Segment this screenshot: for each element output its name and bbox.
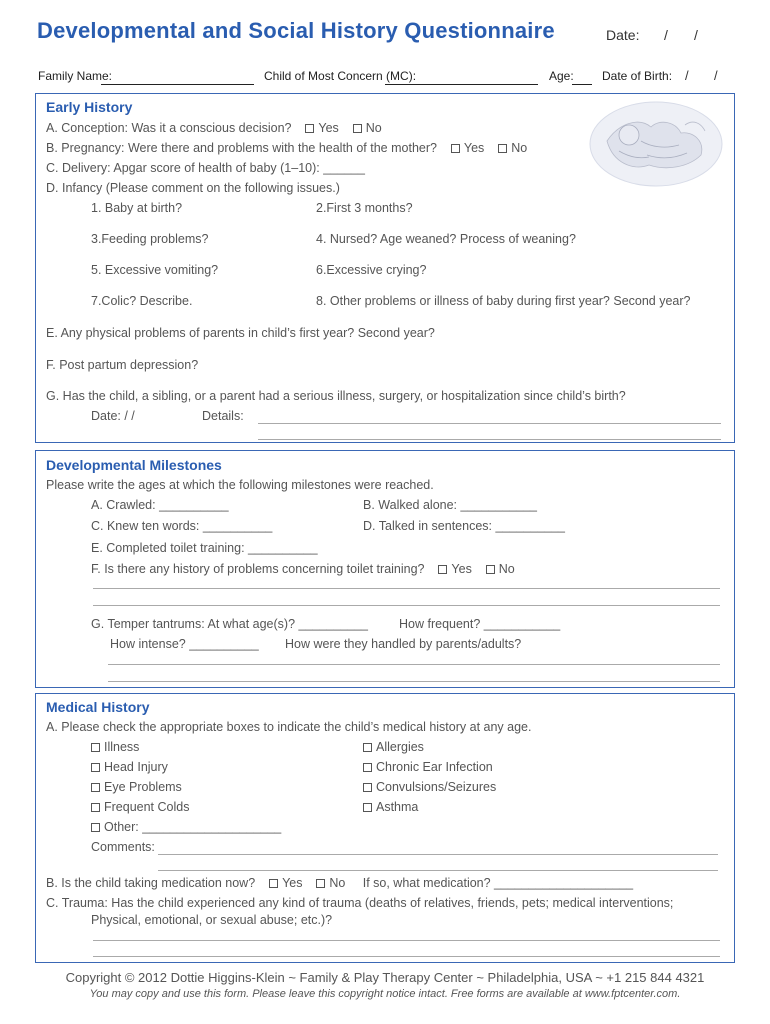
family-name-label: Family Name:: [38, 69, 113, 83]
question-d3: 3.Feeding problems?: [91, 232, 209, 246]
medical-item-label: Other: ____________________: [104, 820, 282, 834]
medical-item-label: Convulsions/Seizures: [376, 780, 497, 794]
question-e: E. Any physical problems of parents in child’s first year? Second year?: [46, 326, 435, 340]
checkbox-icon[interactable]: [91, 803, 100, 812]
medical-item-ear-infection: [363, 760, 493, 774]
medical-item-label: Allergies: [376, 740, 424, 754]
checkbox-icon[interactable]: [269, 879, 278, 888]
answer-line[interactable]: [108, 681, 720, 682]
medical-item-label: Chronic Ear Infection: [376, 760, 493, 774]
milestone-g-age: G. Temper tantrums: At what age(s)? __________: [91, 617, 369, 631]
milestones-title: Developmental Milestones: [46, 457, 222, 473]
question-b-text: B. Pregnancy: Were there and problems with the health of the mother?: [46, 141, 437, 155]
yes-label: Yes: [282, 876, 303, 890]
medical-item-frequent-colds: [91, 800, 189, 814]
milestone-a: A. Crawled: __________: [91, 498, 229, 512]
medical-question-a: A. Please check the appropriate boxes to indicate the child’s medical history at any age.: [46, 720, 532, 734]
medical-question-c-cont: Physical, emotional, or sexual abuse; etc.)?: [91, 913, 333, 927]
medical-item-label: Asthma: [376, 800, 419, 814]
answer-line[interactable]: [93, 956, 720, 957]
no-label: No: [498, 562, 515, 576]
date-slash: /: [664, 27, 668, 43]
copyright-notice: You may copy and use this form. Please leave this copyright notice intact. Free forms are available at www.fptcenter.com.: [89, 988, 681, 1000]
question-d2: 2.First 3 months?: [316, 201, 413, 215]
question-a-text: A. Conception: Was it a conscious decision?: [46, 121, 292, 135]
checkbox-icon[interactable]: [91, 783, 100, 792]
answer-line[interactable]: [93, 588, 720, 589]
answer-line[interactable]: [158, 870, 718, 871]
dob-label: Date of Birth:: [602, 69, 673, 83]
medical-question-b: [46, 876, 633, 890]
medical-item-illness: [91, 740, 139, 754]
question-d7: 7.Colic? Describe.: [91, 294, 193, 308]
medication-label: If so, what medication? ____________________: [362, 876, 634, 890]
milestone-f-text: F. Is there any history of problems concerning toilet training?: [91, 562, 425, 576]
milestones-intro: Please write the ages at which the following milestones were reached.: [46, 478, 434, 492]
medical-item-head-injury: [91, 760, 168, 774]
medical-item-eye-problems: [91, 780, 182, 794]
family-name-field[interactable]: [101, 84, 254, 85]
question-g: G. Has the child, a sibling, or a parent had a serious illness, surgery, or hospitalization since child’s birth?: [46, 389, 626, 403]
checkbox-icon[interactable]: [363, 783, 372, 792]
dob-slash: /: [714, 68, 718, 83]
answer-line[interactable]: [108, 664, 720, 665]
child-label: Child of Most Concern (MC):: [264, 69, 417, 83]
milestone-g-intensity: How intense? __________: [110, 637, 259, 651]
medical-item-seizures: [363, 780, 496, 794]
question-d: D. Infancy (Please comment on the following issues.): [46, 181, 340, 195]
medical-item-label: Illness: [104, 740, 140, 754]
page-title: Developmental and Social History Questionnaire: [37, 18, 555, 43]
milestone-f: [91, 562, 515, 576]
no-label: No: [329, 876, 346, 890]
checkbox-icon[interactable]: [353, 124, 362, 133]
medical-item-label: Eye Problems: [104, 780, 182, 794]
date-label: Date:: [606, 27, 640, 43]
child-field[interactable]: [385, 84, 538, 85]
answer-line[interactable]: [93, 940, 720, 941]
copyright-line: Copyright © 2012 Dottie Higgins-Klein ~ Family & Play Therapy Center ~ Philadelphia, USA ~ +1 215 844 4321: [65, 970, 705, 985]
question-d1: 1. Baby at birth?: [91, 201, 183, 215]
question-g-date: Date: / /: [91, 409, 135, 423]
checkbox-icon[interactable]: [363, 763, 372, 772]
question-d6: 6.Excessive crying?: [316, 263, 427, 277]
milestone-g-frequency: How frequent? ___________: [399, 617, 561, 631]
milestone-c: C. Knew ten words: __________: [91, 519, 273, 533]
answer-line[interactable]: [258, 439, 721, 440]
checkbox-icon[interactable]: [91, 763, 100, 772]
checkbox-icon[interactable]: [91, 743, 100, 752]
medical-item-label: Head Injury: [104, 760, 168, 774]
checkbox-icon[interactable]: [316, 879, 325, 888]
medical-item-allergies: [363, 740, 424, 754]
yes-label: Yes: [318, 121, 339, 135]
checkbox-icon[interactable]: [498, 144, 507, 153]
milestone-g-handled: How were they handled by parents/adults?: [285, 637, 522, 651]
medical-item-asthma: [363, 800, 418, 814]
medical-item-label: Frequent Colds: [104, 800, 190, 814]
checkbox-icon[interactable]: [363, 803, 372, 812]
question-g-details-label: Details:: [202, 409, 244, 423]
dob-slash: /: [685, 68, 689, 83]
answer-line[interactable]: [158, 854, 718, 855]
medical-title: Medical History: [46, 699, 150, 715]
question-d5: 5. Excessive vomiting?: [91, 263, 219, 277]
checkbox-icon[interactable]: [486, 565, 495, 574]
medical-section: [35, 693, 735, 963]
answer-line[interactable]: [93, 605, 720, 606]
baby-illustration-icon: [589, 101, 723, 187]
checkbox-icon[interactable]: [438, 565, 447, 574]
question-c: C. Delivery: Apgar score of health of baby (1–10): ______: [46, 161, 365, 175]
no-label: No: [365, 121, 382, 135]
medical-question-c: C. Trauma: Has the child experienced any kind of trauma (deaths of relatives, friends, pets; medical interventions;: [46, 896, 674, 910]
milestones-section: [35, 450, 735, 688]
milestone-b: B. Walked alone: ___________: [363, 498, 537, 512]
question-b: [46, 141, 527, 155]
date-slash: /: [694, 27, 698, 43]
medical-question-b-text: B. Is the child taking medication now?: [46, 876, 256, 890]
checkbox-icon[interactable]: [91, 823, 100, 832]
question-d4: 4. Nursed? Age weaned? Process of weaning?: [316, 232, 576, 246]
question-f: F. Post partum depression?: [46, 358, 199, 372]
milestone-d: D. Talked in sentences: __________: [363, 519, 566, 533]
checkbox-icon[interactable]: [305, 124, 314, 133]
early-history-title: Early History: [46, 99, 133, 115]
medical-item-other: [91, 820, 281, 834]
yes-label: Yes: [463, 141, 485, 155]
checkbox-icon[interactable]: [363, 743, 372, 752]
question-a: [46, 121, 382, 135]
milestone-e: E. Completed toilet training: __________: [91, 541, 318, 555]
no-label: No: [511, 141, 528, 155]
answer-line[interactable]: [258, 423, 721, 424]
yes-label: Yes: [451, 562, 472, 576]
comments-label: Comments:: [91, 840, 155, 854]
question-d8: 8. Other problems or illness of baby during first year? Second year?: [316, 294, 691, 308]
early-history-section: [35, 93, 735, 443]
age-field[interactable]: [572, 84, 592, 85]
age-label: Age:: [549, 69, 574, 83]
checkbox-icon[interactable]: [451, 144, 460, 153]
